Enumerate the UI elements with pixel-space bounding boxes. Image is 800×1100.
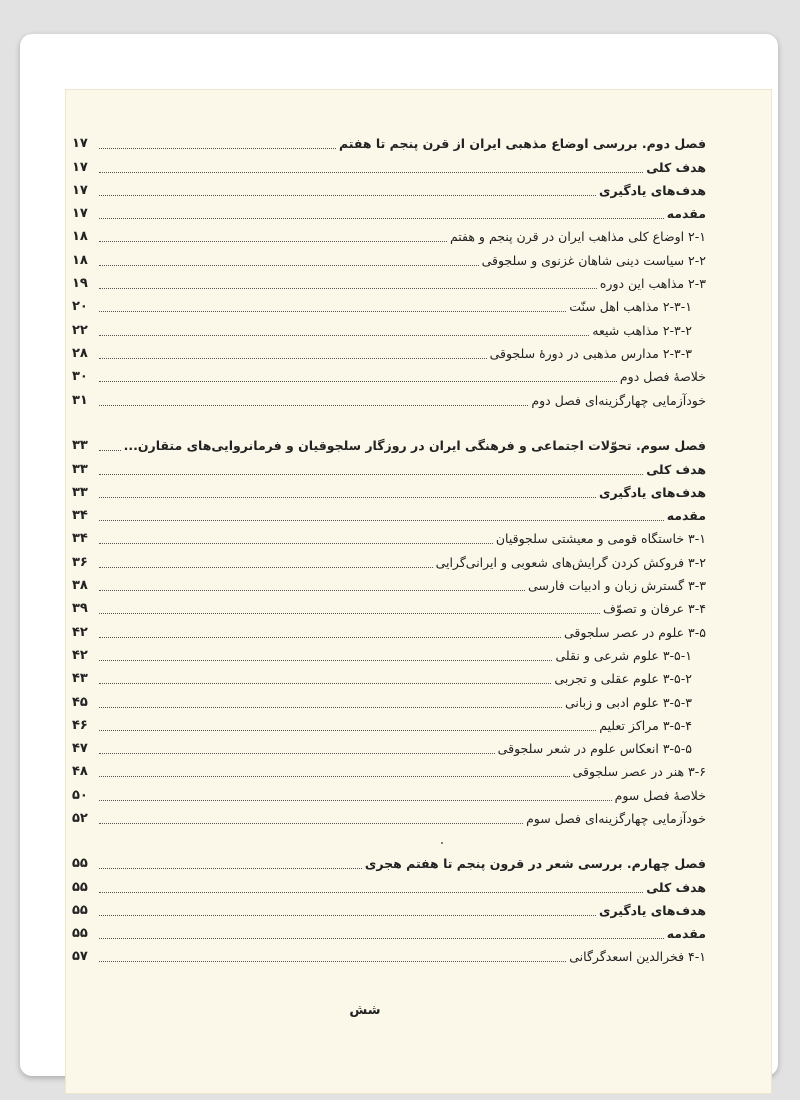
toc-leader-dots [99,660,552,661]
toc-entry-title: ۳-۵-۳ علوم ادبی و زبانی [564,694,692,710]
toc-leader-dots [99,195,596,196]
toc-entry-page-number: ۳۳ [72,438,88,454]
toc-leader-dots [99,915,596,916]
toc-entry-page-number: ۴۷ [72,741,88,757]
toc-entry-title: فصل سوم. تحوّلات اجتماعی و فرهنگی ایران در روزگار سلجوقیان و فرمانروایی‌های متقارن... [123,438,706,454]
toc-entry [72,363,706,386]
toc-entry-title: ۳-۱ خاستگاه قومی و معیشتی سلجوقیان [495,531,706,547]
toc-entry-title: مقدمه [666,508,706,524]
toc-leader-dots [99,474,643,475]
toc-entry-page-number: ۳۸ [72,578,88,594]
toc-entry [72,270,706,293]
toc-entry [72,920,706,943]
stray-dot-mark [441,842,443,844]
toc-leader-dots [99,753,495,754]
toc-entry [72,665,706,688]
toc-entry-page-number: ۴۵ [72,694,88,710]
toc-entry-title: ۳-۴ عرفان و تصوّف [603,601,706,617]
toc-leader-dots [99,265,479,266]
toc-entry-title: هدف‌های یادگیری [599,182,706,198]
toc-leader-dots [99,381,617,382]
toc-entry [72,200,706,223]
toc-entry-page-number: ۴۳ [72,671,88,687]
toc-entry-page-number: ۳۳ [72,484,88,500]
toc-entry [72,479,706,502]
toc-leader-dots [99,823,523,824]
toc-entry [72,223,706,246]
toc-entry [72,130,706,153]
toc-entry-title: خودآزمایی چهارگزینه‌ای فصل سوم [526,811,706,827]
toc-entry-page-number: ۱۸ [72,252,88,268]
toc-entry-title: ۲-۳-۱ مذاهب اهل سنّت [569,299,692,315]
toc-entry-title: مقدمه [666,206,706,222]
toc-entry [72,177,706,200]
toc-entry-page-number: ۲۲ [72,322,88,338]
toc-entry-title: فصل چهارم. بررسی شعر در قرون پنجم تا هفتم هجری [364,856,706,872]
toc-leader-dots [99,241,447,242]
toc-section-chapter-4 [72,850,706,966]
toc-entry [72,781,706,804]
toc-entry-title: ۳-۵-۵ انعکاس علوم در شعر سلجوقی [497,741,692,757]
toc-entry-title: هدف کلی [646,879,706,895]
toc-entry [72,850,706,873]
toc-entry [72,455,706,478]
toc-entry [72,595,706,618]
toc-entry [72,293,706,316]
toc-leader-dots [99,311,566,312]
toc-entry [72,572,706,595]
toc-entry [72,316,706,339]
toc-entry-page-number: ۱۹ [72,276,88,292]
toc-entry [72,642,706,665]
toc-leader-dots [99,776,570,777]
toc-entry-page-number: ۵۰ [72,787,88,803]
toc-entry-page-number: ۱۷ [72,182,88,198]
toc-entry-title: ۳-۶ هنر در عصر سلجوقی [572,764,706,780]
toc-leader-dots [99,567,433,568]
toc-leader-dots [99,938,664,939]
toc-leader-dots [99,730,596,731]
toc-entry [72,805,706,828]
toc-entry-title: خلاصهٔ فصل دوم [619,369,706,385]
toc-entry-title: ۲-۳-۲ مذاهب شیعه [592,322,692,338]
toc-entry-page-number: ۴۲ [72,647,88,663]
toc-leader-dots [99,405,528,406]
toc-entry-title: مقدمه [666,926,706,942]
toc-entry-title: فصل دوم. بررسی اوضاع مذهبی ایران از قرن پنجم تا هفتم [339,136,706,152]
toc-entry [72,735,706,758]
toc-entry-page-number: ۱۷ [72,206,88,222]
toc-leader-dots [99,868,362,869]
toc-entry-page-number: ۵۲ [72,811,88,827]
toc-leader-dots [99,637,561,638]
toc-entry [72,688,706,711]
toc-leader-dots [99,358,487,359]
toc-entry-title: ۳-۲ فروکش کردن گرایش‌های شعوبی و ایرانی‌گرایی [435,554,706,570]
toc-entry-page-number: ۵۵ [72,879,88,895]
toc-section-chapter-2 [72,130,706,410]
toc-entry [72,897,706,920]
toc-entry-page-number: ۳۴ [72,531,88,547]
toc-entry-title: ۲-۳ مذاهب این دوره [599,276,706,292]
toc-entry-page-number: ۲۰ [72,299,88,315]
toc-leader-dots [99,961,566,962]
toc-entry-page-number: ۳۴ [72,508,88,524]
toc-entry-title: ۲-۳-۳ مدارس مذهبی در دورهٔ سلجوقی [489,345,692,361]
toc-leader-dots [99,707,562,708]
toc-entry [72,386,706,409]
toc-entry [72,153,706,176]
toc-entry [72,758,706,781]
toc-leader-dots [99,497,596,498]
toc-leader-dots [99,172,643,173]
toc-leader-dots [99,683,551,684]
toc-leader-dots [99,450,121,451]
toc-entry [72,618,706,641]
toc-section-chapter-3 [72,432,706,828]
toc-entry-title: ۳-۵-۱ علوم شرعی و نقلی [555,647,692,663]
toc-entry [72,525,706,548]
toc-entry [72,432,706,455]
toc-entry-title: ۳-۵ علوم در عصر سلجوقی [564,624,706,640]
toc-entry-title: هدف‌های یادگیری [599,484,706,500]
toc-entry-page-number: ۳۰ [72,369,88,385]
toc-entry-page-number: ۴۲ [72,624,88,640]
toc-entry-page-number: ۱۷ [72,136,88,152]
toc-entry-page-number: ۳۶ [72,554,88,570]
toc-leader-dots [99,892,643,893]
toc-leader-dots [99,520,664,521]
toc-entry-page-number: ۵۵ [72,902,88,918]
toc-entry-title: ۲-۲ سیاست دینی شاهان غزنوی و سلجوقی [481,252,706,268]
toc-leader-dots [99,613,600,614]
toc-entry-title: خودآزمایی چهارگزینه‌ای فصل دوم [531,392,706,408]
toc-entry [72,712,706,735]
toc-leader-dots [99,335,589,336]
toc-entry-title: ۴-۱ فخرالدین اسعدگرگانی [569,949,706,965]
toc-entry-page-number: ۵۵ [72,856,88,872]
toc-entry-page-number: ۳۹ [72,601,88,617]
page-number-footer: شش [349,1003,381,1018]
toc-entry-page-number: ۱۸ [72,229,88,245]
toc-leader-dots [99,590,525,591]
toc-entry [72,943,706,966]
toc-entry-page-number: ۵۷ [72,949,88,965]
toc-leader-dots [99,800,612,801]
toc-entry-title: ۲-۱ اوضاع کلی مذاهب ایران در قرن پنجم و هفتم [449,229,706,245]
toc-entry-page-number: ۴۶ [72,717,88,733]
toc-entry-title: هدف کلی [646,461,706,477]
toc-leader-dots [99,148,336,149]
toc-entry-page-number: ۵۵ [72,926,88,942]
toc-entry [72,340,706,363]
toc-entry-page-number: ۳۳ [72,461,88,477]
toc-leader-dots [99,218,664,219]
toc-entry-title: ۳-۳ گسترش زبان و ادبیات فارسی [528,578,706,594]
toc-leader-dots [99,288,597,289]
toc-entry-title: ۳-۵-۲ علوم عقلی و تجربی [554,671,692,687]
toc-entry-title: خلاصهٔ فصل سوم [614,787,706,803]
toc-entry-title: هدف کلی [646,159,706,175]
toc-entry [72,246,706,269]
toc-entry-page-number: ۲۸ [72,345,88,361]
toc-entry [72,548,706,571]
toc-leader-dots [99,543,493,544]
toc-entry [72,502,706,525]
toc-entry-page-number: ۱۷ [72,159,88,175]
toc-entry-title: ۳-۵-۴ مراکز تعلیم [599,717,692,733]
toc-entry-page-number: ۴۸ [72,764,88,780]
toc-entry-title: هدف‌های یادگیری [599,902,706,918]
toc-entry-page-number: ۳۱ [72,392,88,408]
toc-entry [72,873,706,896]
